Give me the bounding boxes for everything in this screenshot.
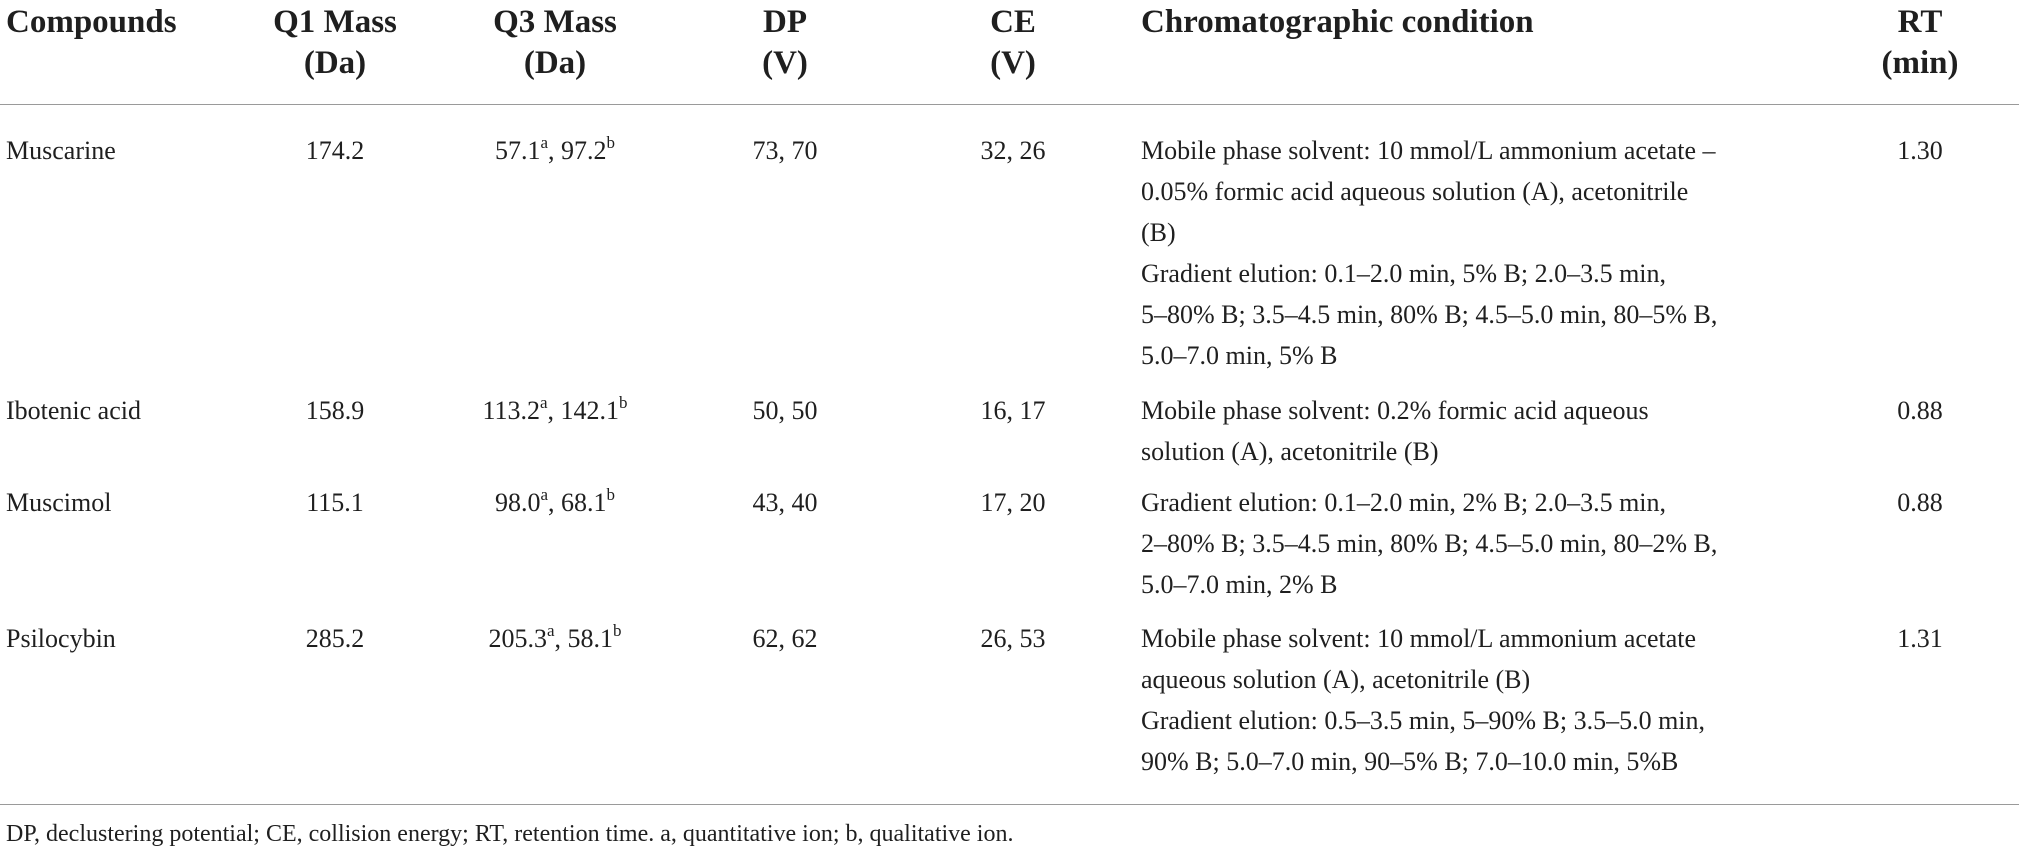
header-rt-line1: RT: [1897, 4, 1943, 40]
header-ce: [938, 2, 1088, 84]
q3-quant-value: 113.2: [482, 396, 540, 425]
compound-name: Muscarine: [6, 136, 116, 165]
condition-line: 0.05% formic acid aqueous solution (A), acetonitrile: [1141, 177, 1689, 206]
condition-line: solution (A), acetonitrile (B): [1141, 437, 1439, 466]
ce-value: 16, 17: [980, 396, 1046, 425]
compound-name: Muscimol: [6, 488, 112, 517]
q3-quant-value: 205.3: [488, 624, 547, 653]
compound-name: Ibotenic acid: [6, 396, 141, 425]
header-rt-line2: (min): [1881, 45, 1959, 81]
condition-line: 5–80% B; 3.5–4.5 min, 80% B; 4.5–5.0 min, 80–5% B,: [1141, 300, 1718, 329]
condition-line: 5.0–7.0 min, 2% B: [1141, 570, 1338, 599]
q3-qual-mark: b: [606, 133, 616, 152]
header-chromatographic-condition: [1141, 2, 1534, 43]
dp-value: 50, 50: [752, 396, 818, 425]
header-chromatographic-condition-text: Chromatographic condition: [1141, 4, 1534, 40]
rt-value: 1.30: [1897, 136, 1943, 165]
condition-line: Gradient elution: 0.5–3.5 min, 5–90% B; 3.5–5.0 min,: [1141, 706, 1706, 735]
q3-quant-mark: a: [540, 393, 548, 412]
q3-qual-value: 97.2: [561, 136, 607, 165]
header-q3-mass-line1: Q3 Mass: [493, 4, 617, 40]
header-q3-mass-line2: (Da): [523, 45, 587, 81]
table-bottom-rule: [0, 804, 2019, 805]
dp-value: 62, 62: [752, 624, 818, 653]
q3-mass: 98.0$^a$, 68.1$^b$: [494, 485, 616, 517]
ce-value: 26, 53: [980, 624, 1046, 653]
header-ce-line2: (V): [990, 45, 1036, 81]
q3-mass: 113.2$^a$, 142.1$^b$: [482, 393, 628, 425]
condition-line: aqueous solution (A), acetonitrile (B): [1141, 665, 1531, 694]
compound-name: Psilocybin: [6, 624, 116, 653]
q3-qual-value: 68.1: [561, 488, 607, 517]
table-footnote: DP, declustering potential; CE, collision energy; RT, retention time. a, quantitative ion; b, qualitative ion.: [6, 821, 1014, 847]
dp-value: 43, 40: [752, 488, 818, 517]
header-dp: [710, 2, 860, 84]
q3-qual-value: 142.1: [560, 396, 620, 425]
q3-quant-value: 98.0: [494, 488, 541, 517]
ce-value: 17, 20: [980, 488, 1046, 517]
header-compounds-text: Compounds: [6, 4, 177, 40]
q3-quant-mark: a: [540, 133, 549, 152]
header-dp-line1: DP: [763, 4, 807, 40]
condition-line: Mobile phase solvent: 0.2% formic acid aqueous: [1141, 396, 1649, 425]
chromatographic-condition: [1141, 618, 1705, 782]
q3-quant-value: 57.1: [494, 136, 541, 165]
q3-qual-mark: b: [619, 393, 628, 412]
q1-mass: 174.2: [305, 136, 365, 165]
condition-line: Gradient elution: 0.1–2.0 min, 5% B; 2.0–3.5 min,: [1141, 259, 1667, 288]
ce-value: 32, 26: [980, 136, 1046, 165]
condition-line: 90% B; 5.0–7.0 min, 90–5% B; 7.0–10.0 min, 5%B: [1141, 747, 1679, 776]
header-ce-line1: CE: [990, 4, 1036, 40]
rt-value: 1.31: [1897, 624, 1943, 653]
chromatographic-condition: [1141, 130, 1717, 376]
q3-qual-mark: b: [613, 621, 622, 640]
dp-value: 73, 70: [752, 136, 818, 165]
q3-quant-mark: a: [546, 621, 555, 640]
header-q1-mass: [235, 2, 435, 84]
q3-quant-mark: a: [540, 485, 549, 504]
header-q3-mass: [455, 2, 655, 84]
rt-value: 0.88: [1897, 488, 1943, 517]
q3-mass: 205.3$^a$, 58.1$^b$: [488, 621, 622, 653]
condition-line: Gradient elution: 0.1–2.0 min, 2% B; 2.0–3.5 min,: [1141, 488, 1667, 517]
q3-mass: 57.1$^a$, 97.2$^b$: [494, 133, 616, 165]
condition-line: 5.0–7.0 min, 5% B: [1141, 341, 1338, 370]
header-q1-mass-line2: (Da): [303, 45, 367, 81]
q3-qual-value: 58.1: [567, 624, 614, 653]
header-compounds: [6, 2, 177, 43]
q1-mass: 158.9: [305, 396, 365, 425]
header-rt: [1860, 2, 1980, 84]
header-q1-mass-line1: Q1 Mass: [273, 4, 397, 40]
condition-line: (B): [1141, 218, 1176, 247]
condition-line: Mobile phase solvent: 10 mmol/L ammonium acetate: [1141, 624, 1697, 653]
condition-line: Mobile phase solvent: 10 mmol/L ammonium acetate –: [1141, 136, 1716, 165]
q1-mass: 285.2: [305, 624, 365, 653]
q3-qual-mark: b: [606, 485, 616, 504]
chromatographic-condition: [1141, 482, 1717, 605]
rt-value: 0.88: [1897, 396, 1943, 425]
header-rule: [0, 104, 2019, 105]
q1-mass: 115.1: [306, 488, 364, 517]
header-dp-line2: (V): [762, 45, 808, 81]
chromatographic-condition: [1141, 390, 1649, 472]
condition-line: 2–80% B; 3.5–4.5 min, 80% B; 4.5–5.0 min, 80–2% B,: [1141, 529, 1718, 558]
